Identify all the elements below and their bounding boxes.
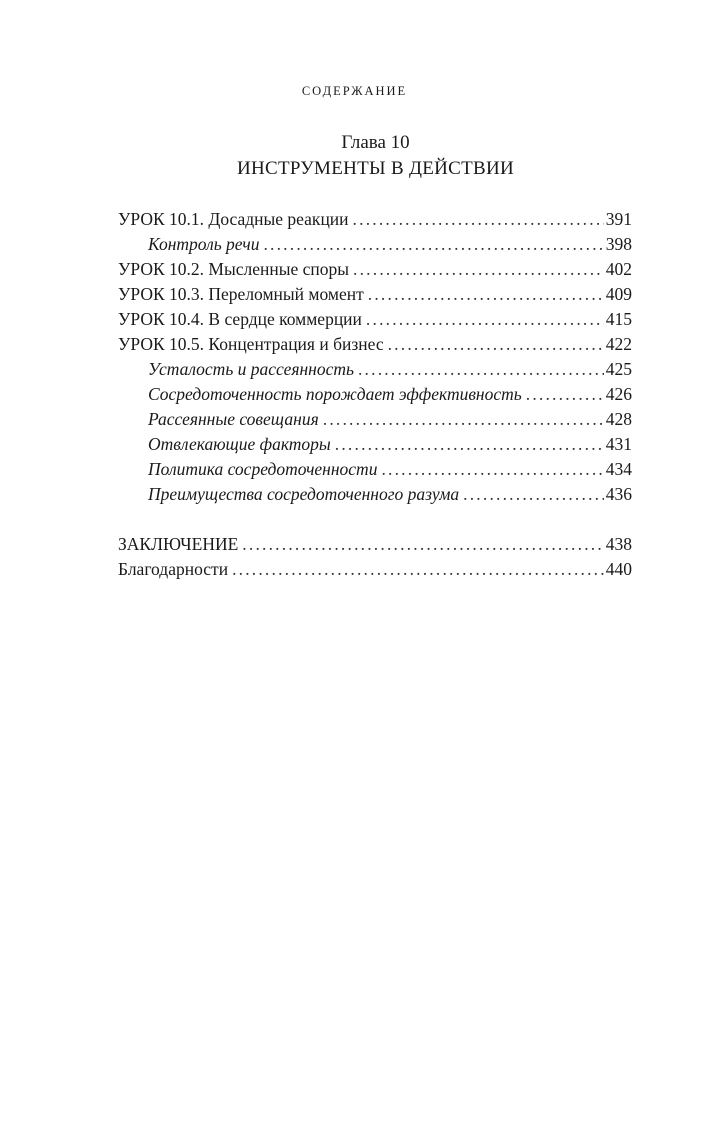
- toc-page-number: 440: [605, 559, 632, 579]
- toc-entry-fatigue[interactable]: [118, 357, 632, 382]
- toc-page-number: 428: [605, 409, 632, 429]
- running-head: СОДЕРЖАНИЕ: [301, 84, 408, 98]
- toc-entry-lesson-10-2[interactable]: [118, 257, 632, 282]
- toc-page-number: 431: [605, 434, 632, 454]
- toc-dot-leader: [263, 232, 603, 257]
- toc-dot-leader: [335, 432, 604, 457]
- toc-entry-focused-mind-benefits[interactable]: [118, 482, 632, 507]
- toc-entry-title: ЗАКЛЮЧЕНИЕ: [118, 534, 239, 554]
- toc-entry-title: Преимущества сосредоточенного разума: [148, 484, 460, 504]
- toc-entry-lesson-10-4[interactable]: [118, 307, 632, 332]
- toc-dot-leader: [242, 532, 603, 557]
- toc-page-number: 402: [605, 259, 632, 279]
- toc-entry-focus-efficiency[interactable]: [118, 382, 632, 407]
- toc-entry-title: УРОК 10.2. Мысленные споры: [118, 259, 350, 279]
- toc-entry-focus-policy[interactable]: [118, 457, 632, 482]
- toc-entry-distractions[interactable]: [118, 432, 632, 457]
- toc-dot-leader: [368, 282, 604, 307]
- toc-dot-leader: [232, 557, 604, 582]
- toc-page-number: 398: [605, 234, 632, 254]
- toc-page-number: 422: [605, 334, 632, 354]
- toc-page-number: 409: [605, 284, 632, 304]
- toc-page-number: 425: [605, 359, 632, 379]
- toc-entry-acknowledgements[interactable]: [118, 557, 632, 582]
- toc-dot-leader: [388, 332, 604, 357]
- toc-dot-leader: [526, 382, 604, 407]
- table-of-contents: [118, 207, 632, 582]
- toc-entry-title: Сосредоточенность порождает эффективность: [148, 384, 522, 404]
- toc-entry-title: Усталость и рассеянность: [148, 359, 354, 379]
- toc-entry-title: УРОК 10.5. Концентрация и бизнес: [118, 334, 384, 354]
- toc-entry-title: Рассеянные совещания: [148, 409, 319, 429]
- toc-dot-leader: [353, 257, 604, 282]
- toc-entry-title: УРОК 10.3. Переломный момент: [118, 284, 364, 304]
- toc-entry-speech-control[interactable]: [118, 232, 632, 257]
- toc-entry-lesson-10-5[interactable]: [118, 332, 632, 357]
- toc-page-number: 438: [605, 534, 632, 554]
- toc-entry-title: Благодарности: [118, 559, 229, 579]
- toc-page-number: 434: [605, 459, 632, 479]
- toc-entry-title: Контроль речи: [148, 234, 260, 254]
- toc-entry-lesson-10-3[interactable]: [118, 282, 632, 307]
- toc-page-number: 391: [605, 209, 632, 229]
- toc-entry-title: УРОК 10.4. В сердце коммерции: [118, 309, 362, 329]
- toc-page-number: 436: [605, 484, 632, 504]
- toc-dot-leader: [463, 482, 604, 507]
- toc-page-number: 426: [605, 384, 632, 404]
- toc-entry-scattered-meetings[interactable]: [118, 407, 632, 432]
- toc-page-number: 415: [605, 309, 632, 329]
- toc-entry-title: Политика сосредоточенности: [148, 459, 378, 479]
- chapter-label: Глава 10: [341, 132, 410, 153]
- chapter-title: ИНСТРУМЕНТЫ В ДЕЙСТВИИ: [236, 158, 515, 179]
- toc-entry-title: Отвлекающие факторы: [148, 434, 331, 454]
- toc-dot-leader: [323, 407, 604, 432]
- toc-entry-lesson-10-1[interactable]: [118, 207, 632, 232]
- toc-entry-title: УРОК 10.1. Досадные реакции: [118, 209, 349, 229]
- toc-dot-leader: [353, 207, 604, 232]
- toc-entry-conclusion[interactable]: [118, 532, 632, 557]
- toc-dot-leader: [358, 357, 604, 382]
- toc-dot-leader: [381, 457, 603, 482]
- toc-dot-leader: [366, 307, 604, 332]
